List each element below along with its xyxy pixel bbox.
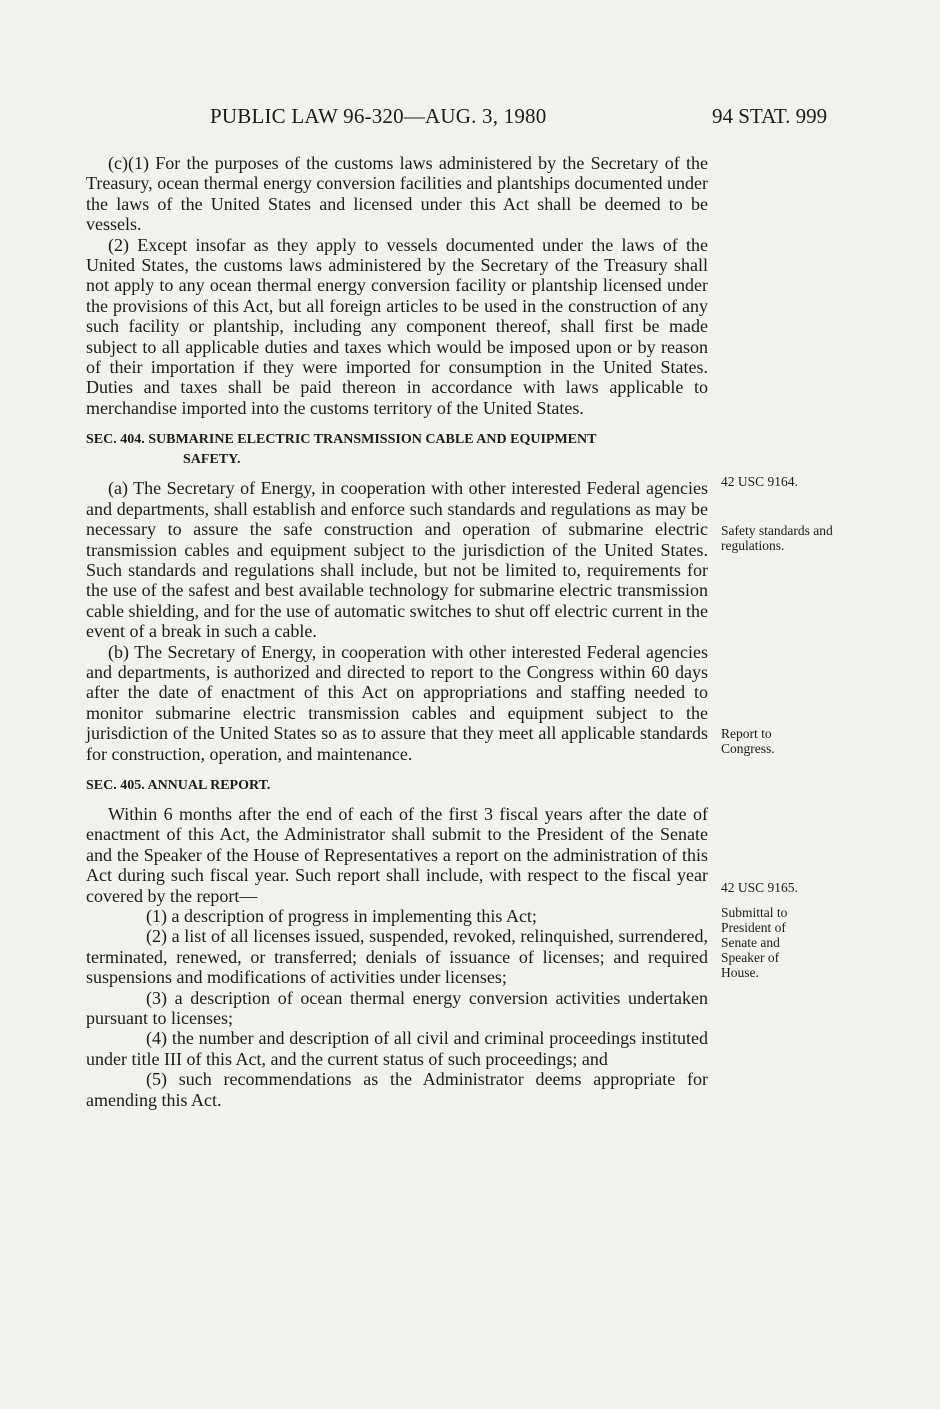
running-header-title: PUBLIC LAW 96-320—AUG. 3, 1980: [210, 104, 547, 128]
body-text: [86, 153, 708, 1110]
section-404-heading-line1: SEC. 404. SUBMARINE ELECTRIC TRANSMISSION CABLE AND EQUIPMENT: [86, 432, 597, 448]
section-405-heading: SEC. 405. ANNUAL REPORT.: [86, 777, 271, 793]
page-number-stat: 94 STAT. 999: [712, 104, 828, 128]
margin-note-safety-standards: Safety standards and regulations.: [721, 523, 833, 553]
section-404-heading-line2: SAFETY.: [183, 452, 241, 468]
paragraph-404a: (a) The Secretary of Energy, in cooperation with other interested Federal agencies and departments, shall establish and enforce such standards and regulations as may be necessary to assure the safe construction and operation of submarine electric transmission cables and equipment subject to the jurisdiction of the United States. Such standards and regulations shall include, but not be limited to, requirements for the use of the safest and best available technology for submarine electric transmission cable shielding, and for the use of automatic switches to shut off electric current in the event of a break in such a cable.: [86, 478, 708, 642]
paragraph-c1: (c)(1) For the purposes of the customs laws administered by the Secretary of the Treasury, ocean thermal energy conversion facilities and plantships documented under the laws of the United States and licensed under this Act shall be deemed to be vessels.: [86, 153, 708, 235]
margin-note-submittal: Submittal to President of Senate and Speaker of House.: [721, 905, 788, 980]
list-item-4: (4) the number and description of all civil and criminal proceedings instituted under title III of this Act, and the current status of such proceedings; and: [86, 1028, 708, 1069]
margin-note-42-usc-9164: 42 USC 9164.: [721, 474, 798, 489]
margin-note-42-usc-9165: 42 USC 9165.: [721, 880, 798, 895]
paragraph-405-intro: Within 6 months after the end of each of the first 3 fiscal years after the date of enactment of this Act, the Administrator shall submit to the President of the Senate and the Speaker of the House of Representatives a report on the administration of this Act during such fiscal year. Such report shall include, with respect to the fiscal year covered by the report—: [86, 803, 708, 906]
list-item-3: (3) a description of ocean thermal energy conversion activities undertaken pursuant to licenses;: [86, 987, 708, 1029]
margin-note-report-to-congress: Report to Congress.: [721, 726, 775, 756]
list-item-2: (2) a list of all licenses issued, suspended, revoked, relinquished, surrendered, terminated, renewed, or transferred; denials of issuance of licenses; and required suspensions and modifications of activities under licenses;: [86, 926, 708, 988]
list-item-5: (5) such recommendations as the Administrator deems appropriate for amending this Act.: [86, 1069, 708, 1110]
paragraph-404b: (b) The Secretary of Energy, in cooperation with other interested Federal agencies and departments, is authorized and directed to report to the Congress within 60 days after the date of enactment of this Act on appropriations and staffing needed to monitor submarine electric transmission cables and equipment subject to the jurisdiction of the United States so as to assure that they meet all applicable standards for construction, operation, and maintenance.: [86, 641, 708, 764]
list-item-1: (1) a description of progress in implementing this Act;: [146, 906, 537, 926]
paragraph-c2: (2) Except insofar as they apply to vessels documented under the laws of the United States, the customs laws administered by the Secretary of the Treasury shall not apply to any ocean thermal energy conversion facility or plantship licensed under the provisions of this Act, but all foreign articles to be used in the construction of any such facility or plantship, including any component thereof, shall first be made subject to all applicable duties and taxes which would be imposed upon or by reason of their importation if they were imported for consumption in the United States. Duties and taxes shall be paid thereon in accordance with laws applicable to merchandise imported into the customs territory of the United States.: [86, 234, 708, 418]
section-404-heading: [86, 430, 708, 470]
